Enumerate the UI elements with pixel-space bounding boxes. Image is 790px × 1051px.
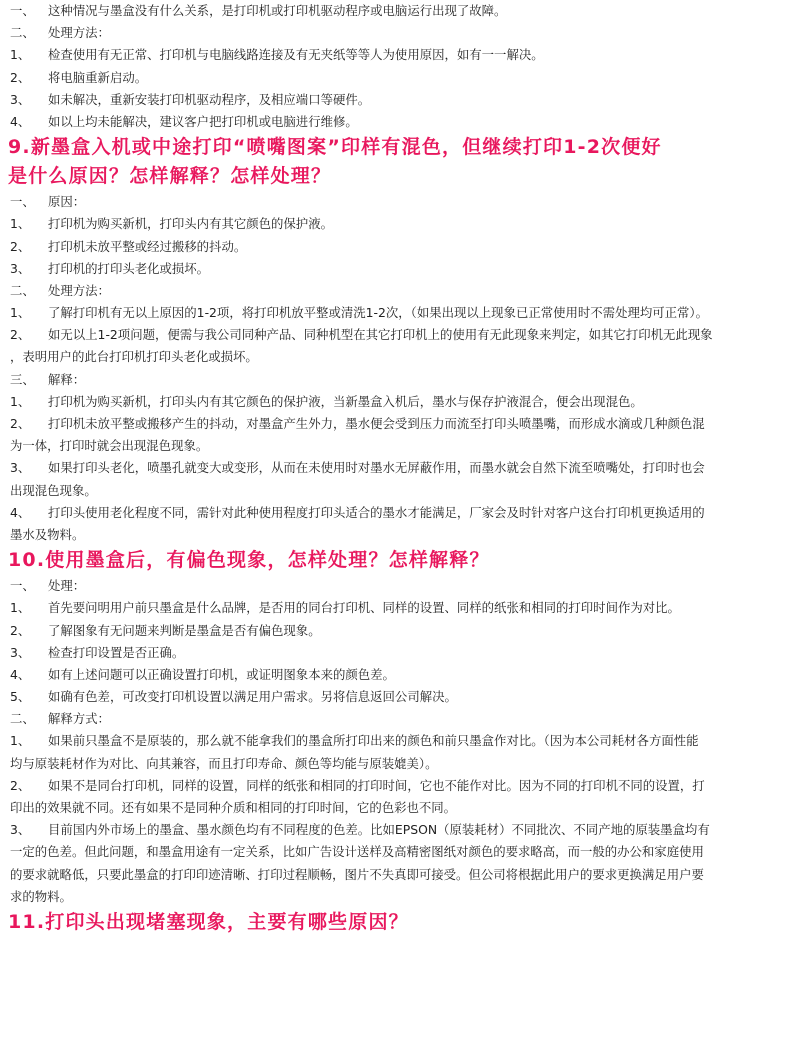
item-text: 如确有色差，可改变打印机设置以满足用户需求。另将信息返回公司解决。 [48,689,457,705]
list-item [4,413,786,435]
item-text: 了解打印机有无以上原因的1-2项，将打印机放平整或清洗1-2次，（如果出现以上现象已正常使用时不需处理均可正常）。 [48,305,708,321]
list-item [4,819,786,841]
list-item [4,502,786,524]
item-number: 5、 [10,689,31,705]
continuation-line: ，表明用户的此台打印机打印头老化或损坏。 [10,349,258,365]
list-item [4,642,786,664]
item-text: 如以上均未能解决，建议客户把打印机或电脑进行维修。 [48,113,358,129]
list-item [4,236,786,258]
item-number: 1、 [10,216,31,232]
item-text: 如有上述问题可以正确设置打印机，或证明图象本来的颜色差。 [48,666,395,682]
list-item [4,708,786,730]
continuation-line: 为一体，打印时就会出现混色现象。 [10,438,209,454]
item-text: 原因： [48,194,86,210]
item-text: 将电脑重新启动。 [48,69,148,85]
item-number: 一、 [10,194,35,210]
item-text: 处理： [48,578,86,594]
list-item [4,597,786,619]
continuation-line: 的要求就略低，只要此墨盒的打印印迹清晰、打印过程顺畅，图片不失真即可接受。但公司将根据此用户的要求更换满足用户要 [10,866,704,882]
continuation-line: 墨水及物料。 [10,526,85,542]
list-item [4,22,786,44]
continuation-line: 均与原装耗材作为对比、向其兼容，而且打印寿命、颜色等均能与原装媲美）。 [10,755,438,771]
list-item [4,369,786,391]
item-text: 打印机未放平整或搬移产生的抖动，对墨盒产生外力，墨水便会受到压力而流至打印头喷墨嘴，而形成水滴或几种颜色混 [48,416,705,431]
section-heading: 是什么原因？怎样解释？怎样处理？ [8,165,332,188]
item-text: 如未解决，重新安装打印机驱动程序，及相应端口等硬件。 [48,91,371,107]
list-item [4,457,786,479]
item-number: 2、 [10,777,31,793]
item-text: 检查打印设置是否正确。 [48,644,185,660]
item-text: 检查使用有无正常、打印机与电脑线路连接及有无夹纸等等人为使用原因，如有一一解决。 [48,47,544,63]
item-text: 解释方式： [48,711,110,727]
item-number: 3、 [10,644,31,660]
item-text: 首先要问明用户前只墨盒是什么品牌，是否用的同台打印机、同样的设置、同样的纸张和相同的打印时间作为对比。 [48,600,680,616]
list-item [4,730,786,752]
item-text: 打印头使用老化程度不同，需针对此种使用程度打印头适合的墨水才能满足，厂家会及时针对客户这台打印机更换适用的 [48,504,705,520]
list-item [4,280,786,302]
item-number: 2、 [10,327,31,343]
list-item [4,391,786,413]
item-number: 3、 [10,91,31,107]
item-number: 3、 [10,460,31,476]
continuation-line: 一定的色差。但此问题，和墨盒用途有一定关系，比如广告设计送样及高精密图纸对颜色的要求略高，而一般的办公和家庭使用 [10,844,704,860]
item-number: 二、 [10,25,35,41]
list-item [4,620,786,642]
item-text: 处理方法： [48,282,110,298]
continuation-line: 求的物料。 [10,888,72,904]
item-number: 1、 [10,305,31,321]
list-item [4,775,786,797]
list-item [4,191,786,213]
item-text: 打印机为购买新机，打印头内有其它颜色的保护液。 [48,216,333,232]
item-number: 4、 [10,666,31,682]
continuation-line: 印出的效果就不同。还有如果不是同种介质和相同的打印时间，它的色彩也不同。 [10,800,457,815]
item-text: 如果不是同台打印机，同样的设置，同样的纸张和相同的打印时间，它也不能作对比。因为不同的打印机不同的设置，打 [48,777,705,793]
item-number: 三、 [10,371,35,387]
item-text: 这种情况与墨盒没有什么关系，是打印机或打印机驱动程序或电脑运行出现了故障。 [48,3,507,18]
section-heading: 11.打印头出现堵塞现象，主要有哪些原因？ [8,910,409,933]
item-number: 2、 [10,622,31,638]
item-text: 打印机为购买新机，打印头内有其它颜色的保护液，当新墨盒入机后，墨水与保存护液混合，便会出现混色。 [48,393,643,409]
item-number: 3、 [10,260,31,276]
item-text: 如无以上1-2项问题，便需与我公司同种产品、同种机型在其它打印机上的使用有无此现象来判定，如其它打印机无此现象 [48,327,713,343]
continuation-line: 出现混色现象。 [10,482,97,498]
item-number: 2、 [10,238,31,254]
list-item [4,324,786,346]
item-number: 4、 [10,504,31,520]
list-item [4,44,786,66]
list-item [4,111,786,133]
item-number: 3、 [10,822,31,838]
item-number: 1、 [10,47,31,63]
item-number: 1、 [10,733,31,749]
list-item [4,302,786,324]
item-number: 二、 [10,282,35,298]
list-item [4,575,786,597]
list-item [4,258,786,280]
item-number: 一、 [10,578,35,594]
list-item [4,213,786,235]
list-item [4,664,786,686]
item-text: 了解图象有无问题来判断是墨盒是否有偏色现象。 [48,622,321,638]
item-number: 2、 [10,69,31,85]
item-text: 处理方法： [48,25,110,41]
item-text: 如果打印头老化，喷墨孔就变大或变形，从而在未使用时对墨水无屏蔽作用，而墨水就会自然下流至喷嘴处，打印时也会 [48,460,705,476]
item-text: 目前国内外市场上的墨盒、墨水颜色均有不同程度的色差。比如EPSON（原装耗材）不同批次、不同产地的原装墨盒均有 [48,822,710,838]
item-number: 4、 [10,113,31,129]
item-text: 打印机的打印头老化或损坏。 [48,260,210,276]
section-heading: 9.新墨盒入机或中途打印“喷嘴图案”印样有混色，但继续打印1-2次便好 [8,136,662,159]
item-text: 解释： [48,371,86,387]
list-item [4,89,786,111]
list-item [4,67,786,89]
item-text: 打印机未放平整或经过搬移的抖动。 [48,238,247,254]
list-item [4,0,786,22]
item-number: 1、 [10,393,31,409]
item-number: 2、 [10,416,31,431]
section-heading: 10.使用墨盒后，有偏色现象，怎样处理？怎样解释？ [8,549,490,572]
item-number: 一、 [10,3,35,18]
list-item [4,686,786,708]
item-text: 如果前只墨盒不是原装的，那么就不能拿我们的墨盒所打印出来的颜色和前只墨盒作对比。（因为本公司耗材各方面性能 [48,733,699,749]
item-number: 1、 [10,600,31,616]
item-number: 二、 [10,711,35,727]
